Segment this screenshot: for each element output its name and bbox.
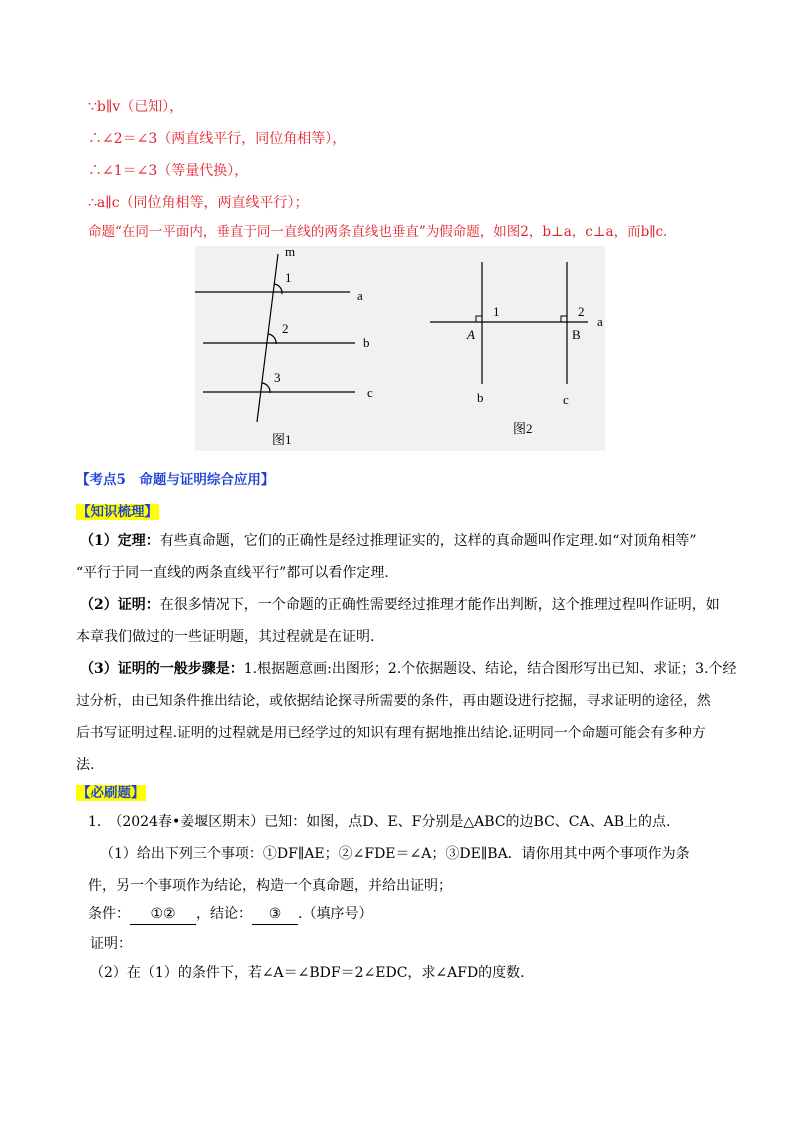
question-1-part-1-line-2: 件，另一个事项作为结论，构造一个真命题，并给出证明； [88,878,452,894]
knowledge-1-label: （1）定理： [80,533,160,549]
label-angle-2: 2 [282,321,289,336]
knowledge-1-line-2: “平行于同一直线的两条直线平行”都可以看作定理. [76,565,389,581]
section-title: 【考点5 命题与证明综合应用】 [76,472,275,488]
must-tag-wrap [76,783,146,803]
proof-label: 证明： [90,936,132,952]
knowledge-3-line-4: 法. [76,757,95,773]
label-angle-1-fig2: 1 [493,304,500,319]
knowledge-3-line-3: 后书写证明过程.证明的过程就是用已经学过的知识有理有据地推出结论.证明同一个命题可能会有多种方 [76,725,706,741]
conclusion-label: ，结论： [196,906,252,922]
caption-fig2: 图2 [513,421,533,436]
label-angle-1: 1 [285,270,292,285]
proof-line-2: ∴∠2＝∠3（两直线平行，同位角相等）， [88,131,347,147]
knowledge-1-text-1: 有些真命题，它们的正确性是经过推理证实的，这样的真命题叫作定理.如“对顶角相等” [159,533,697,549]
knowledge-tag: 【知识梳理】 [77,504,158,520]
proof-line-1: ∵b∥v（已知）， [88,99,184,115]
knowledge-1-line-1 [80,531,697,551]
right-angle-mark-A [476,316,482,322]
figure-1 [195,254,355,422]
caption-fig1: 图1 [272,432,292,447]
knowledge-2-line-1 [80,595,720,615]
right-angle-mark-B [561,316,567,322]
proof-line-3: ∴∠1＝∠3（等量代换）， [88,163,249,179]
label-m: m [285,246,296,259]
condition-answer: ①② [130,904,196,925]
knowledge-2-label: （2）证明： [80,597,160,613]
conclusion-answer: ③ [252,904,298,925]
label-point-B: B [572,327,581,342]
knowledge-2-line-2: 本章我们做过的一些证明题，其过程就是在证明. [76,629,375,645]
knowledge-3-text-1: 1.根据题意画:出图形；2.个依据题设、结论，结合图形写出已知、求证；3.个经 [243,661,737,677]
condition-label: 条件： [88,906,130,922]
false-proposition: 命题“在同一平面内，垂直于同一直线的两条直线也垂直”为假命题，如图2，b⊥a，c⊥a，而b∥c. [88,224,668,240]
knowledge-2-text-1: 在很多情况下，一个命题的正确性需要经过推理才能作出判断，这个推理过程叫作证明，如 [159,597,720,613]
label-a-fig2: a [597,314,603,329]
knowledge-3-line-1 [80,659,737,679]
figure-2 [430,262,588,384]
answer-line [88,904,372,925]
question-1-stem: 1. （2024春•姜堰区期末）已知：如图，点D、E、F分别是△ABC的边BC、CA、AB上的点. [88,814,671,830]
label-point-A: A [467,327,475,342]
fill-note: .（填序号） [298,906,373,922]
label-angle-3: 3 [274,370,281,385]
figures-panel [195,246,605,451]
knowledge-3-line-2: 过分析，由已知条件推出结论，或依据结论探寻所需要的条件，再由题设进行挖掘，寻求证明的途径，然 [76,693,711,709]
label-b-fig1: b [363,335,370,350]
proof-line-4: ∴a∥c（同位角相等，两直线平行）； [88,195,309,211]
must-practice-tag: 【必刷题】 [77,785,145,801]
label-c-fig2: c [563,392,569,407]
label-angle-2-fig2: 2 [578,304,585,319]
knowledge-tag-wrap [76,502,159,522]
label-a-fig1: a [357,288,363,303]
label-c-fig1: c [367,385,373,400]
question-1-part-2: （2）在（1）的条件下，若∠A＝∠BDF＝2∠EDC，求∠AFD的度数. [90,965,525,981]
knowledge-3-label: （3）证明的一般步骤是： [80,661,244,677]
question-1-part-1-line-1: （1）给出下列三个事项：①DF∥AE；②∠FDE＝∠A；③DE∥BA．请你用其中两个事项作为条 [100,846,690,862]
label-b-fig2: b [477,390,484,405]
figures-svg [195,246,605,451]
